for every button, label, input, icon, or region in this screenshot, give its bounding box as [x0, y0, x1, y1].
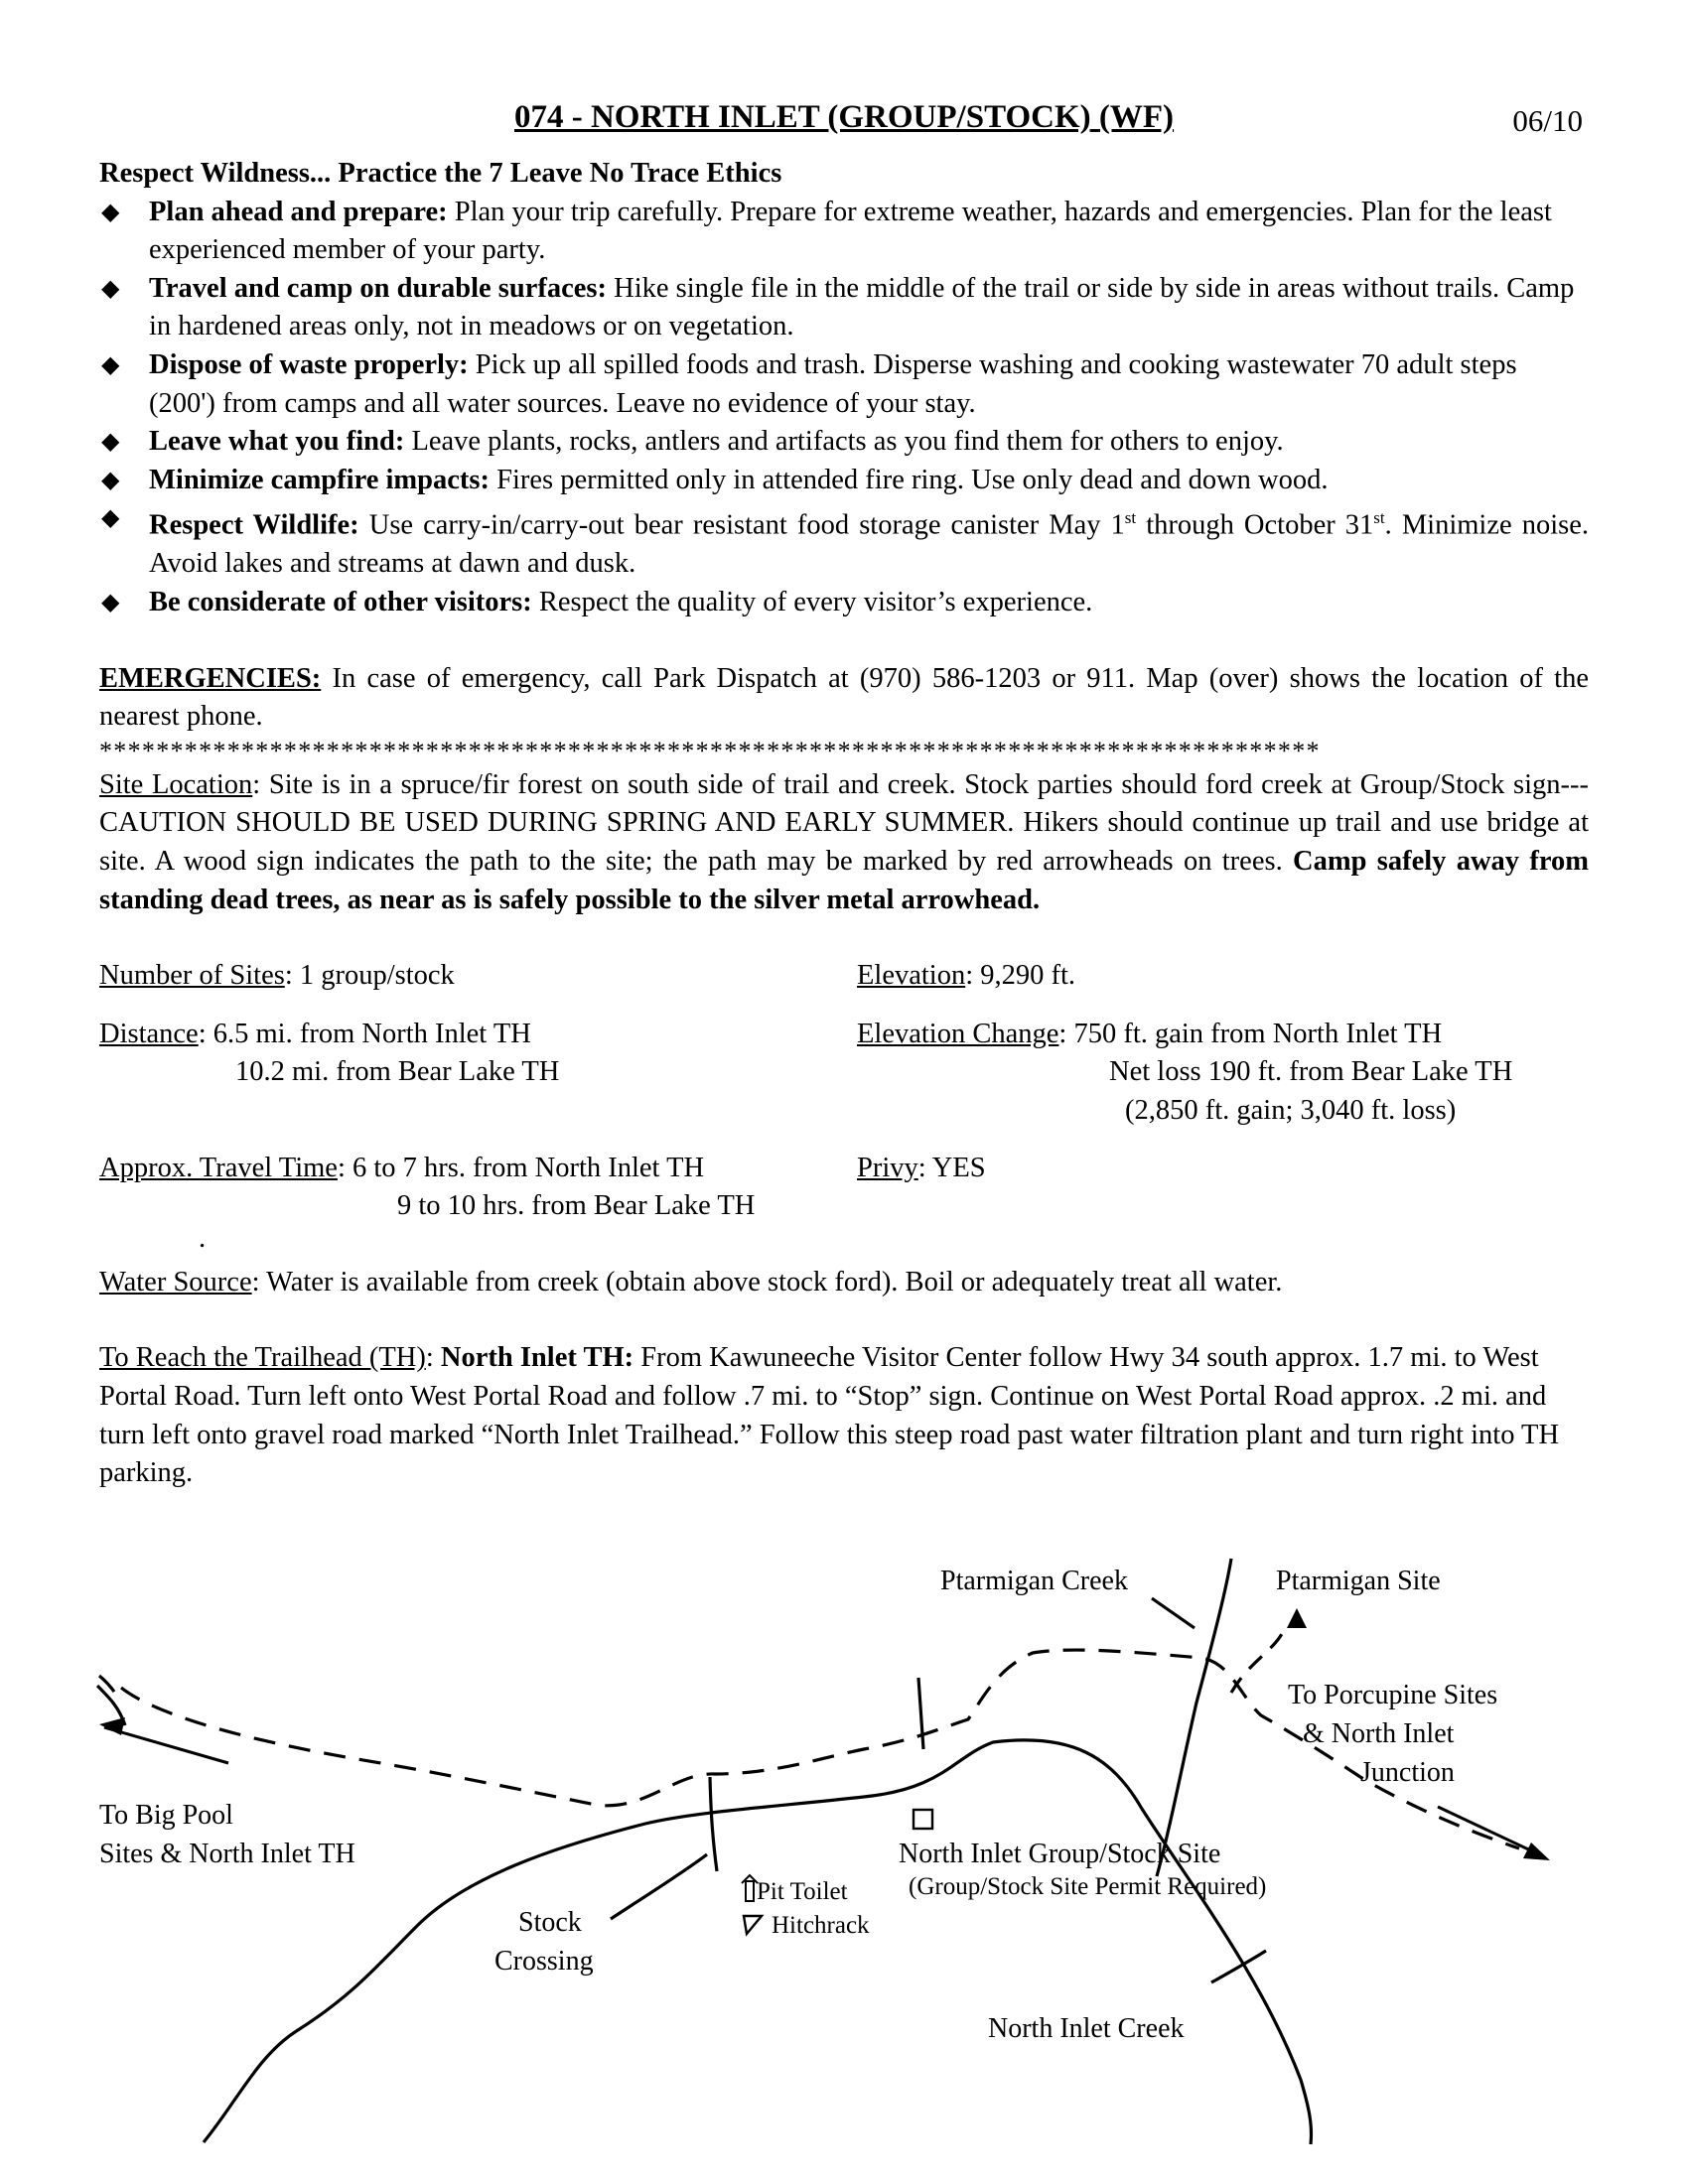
north-inlet-creek-label: North Inlet Creek	[988, 2013, 1185, 2044]
ptarmigan-site-label: Ptarmigan Site	[1276, 1566, 1441, 1596]
east-arrow-icon	[1438, 1807, 1550, 1860]
diamond-bullet-icon: ◆	[101, 351, 120, 378]
star-divider: **************************************************************************************	[99, 736, 1321, 765]
diamond-bullet-icon: ◆	[101, 505, 120, 532]
revision-date: 06/10	[1512, 103, 1583, 138]
campsite-square-icon	[914, 1810, 932, 1829]
stock-crossing-label-2: Crossing	[494, 1946, 594, 1977]
list-item: ◆ Minimize campfire impacts: Fires permitted only in attended fire ring. Use only dead and down wood.	[99, 462, 1589, 500]
title-row	[99, 99, 1589, 155]
ptarmigan-creek-leader	[1152, 1598, 1195, 1628]
list-item: ◆ Plan ahead and prepare: Plan your trip carefully. Prepare for extreme weather, hazards and emergencies. Plan for the least experienced member of your party.	[99, 194, 1589, 270]
stock-crossing-leader	[611, 1854, 707, 1919]
hitchrack-icon	[744, 1916, 762, 1934]
stock-crossing-label-1: Stock	[518, 1907, 582, 1938]
list-item: ◆ Be considerate of other visitors: Respect the quality of every visitor’s experience.	[99, 584, 1589, 622]
list-item: ◆ Dispose of waste properly: Pick up all spilled foods and trash. Disperse washing and cooking wastewater 70 adult steps (200') from camps and all water sources. Leave no evidence of your stay.	[99, 346, 1589, 423]
page-title: 074 - NORTH INLET (GROUP/STOCK) (WF)	[513, 99, 1175, 135]
ptarmigan-spur	[1231, 1623, 1286, 1693]
porcupine-label-1: To Porcupine Sites	[1288, 1680, 1498, 1710]
pit-toilet-label: Pit Toilet	[757, 1878, 848, 1905]
porcupine-label-3: Junction	[1360, 1757, 1455, 1788]
north-inlet-creek	[204, 1740, 1312, 2144]
list-item: ◆ Travel and camp on durable surfaces: Hike single file in the middle of the trail or side by side in areas without trails. Camp in hardened areas only, not in meadows or on vegetation.	[99, 270, 1589, 346]
west-arrow-icon	[99, 1717, 228, 1763]
emergencies-paragraph: EMERGENCIES: In case of emergency, call Park Dispatch at (970) 586-1203 or 911. Map (over) shows the location of the nearest phone.	[99, 662, 1589, 733]
ptarmigan-site-triangle-icon	[1287, 1608, 1307, 1628]
diamond-bullet-icon: ◆	[101, 590, 120, 616]
lnt-list	[99, 194, 1589, 622]
pit-toilet-icon	[742, 1875, 758, 1901]
trail-map	[0, 1529, 1688, 2184]
document-page	[99, 99, 1589, 1493]
diamond-bullet-icon: ◆	[101, 275, 120, 302]
list-item: ◆ Respect Wildlife: Use carry-in/carry-out bear resistant food storage canister May 1st through October 31st. Minimize noise. Avoid lakes and streams at dawn and dusk.	[99, 499, 1589, 584]
site-spur	[918, 1678, 923, 1749]
porcupine-label-2: & North Inlet	[1303, 1718, 1455, 1749]
big-pool-label-2: Sites & North Inlet TH	[99, 1839, 355, 1869]
ptarmigan-creek	[1157, 1559, 1231, 1876]
site-details: Number of Sites: 1 group/stock Elevation: 9,290 ft. Distance: 6.5 mi. from North Inlet TH 10.2 mi. from Bear Lake TH Elevation Change: 750 ft. gain from North Inlet TH Net loss 190 ft. from Bear Lake TH (2,850 ft. gain; 3,040 ft. loss) Approx. Travel Time: 6 to 7 hrs. from North Inlet TH 9 to 10 hrs. from Bear Lake TH Privy: YES .	[99, 960, 1513, 1254]
trailhead-paragraph: To Reach the Trailhead (TH): North Inlet TH: From Kawuneeche Visitor Center follow Hwy 34 south approx. 1.7 mi. to West Portal Road. Turn left onto West Portal Road and follow .7 mi. to “Stop” sign. Continue on West Portal Road approx. .2 mi. and turn left onto gravel road marked “North Inlet Trailhead.” Follow this steep road past water filtration plant and turn right into TH parking.	[99, 1342, 1560, 1489]
water-source-paragraph: Water Source: Water is available from creek (obtain above stock ford). Boil or adequately treat all water.	[99, 1266, 1283, 1297]
site-label: North Inlet Group/Stock Site	[899, 1839, 1221, 1869]
site-location-paragraph: Site Location: Site is in a spruce/fir forest on south side of trail and creek. Stock parties should ford creek at Group/Stock sign---CAUTION SHOULD BE USED DURING SPRING AND EARLY SUMMER. Hikers should continue up trail and use bridge at site. A wood sign indicates the path to the site; the path may be marked by red arrowheads on trees. Camp safely away from standing dead trees, as near as is safely possible to the silver metal arrowhead.	[99, 768, 1589, 915]
diamond-bullet-icon: ◆	[101, 429, 120, 456]
hitchrack-label: Hitchrack	[772, 1912, 870, 1939]
diamond-bullet-icon: ◆	[101, 467, 120, 493]
lnt-heading: Respect Wildness... Practice the 7 Leave No Trace Ethics	[99, 158, 782, 189]
stock-crossing-line	[710, 1777, 717, 1871]
permit-label: (Group/Stock Site Permit Required)	[909, 1873, 1267, 1900]
diamond-bullet-icon: ◆	[101, 199, 120, 225]
big-pool-label-1: To Big Pool	[99, 1800, 233, 1831]
ptarmigan-creek-label: Ptarmigan Creek	[940, 1566, 1128, 1596]
list-item: ◆ Leave what you find: Leave plants, rocks, antlers and artifacts as you find them for others to enjoy.	[99, 423, 1589, 462]
